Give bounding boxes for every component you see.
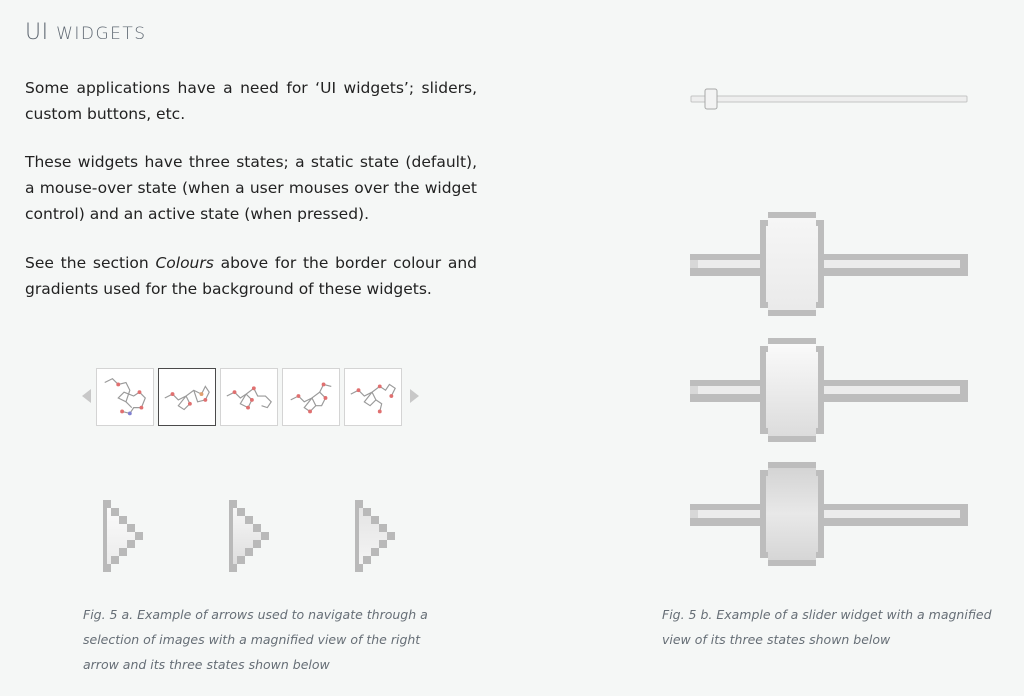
heading-main: UI [25, 20, 49, 45]
colours-paragraph [25, 250, 477, 302]
right-arrow-mouse-over-icon [229, 500, 273, 572]
right-arrow-active-icon [355, 500, 399, 572]
slider-widget[interactable] [690, 88, 968, 110]
carousel-thumbnail[interactable] [344, 368, 402, 426]
slider-track [691, 96, 967, 102]
carousel-thumbnail[interactable] [220, 368, 278, 426]
molecule-thumbnail-4 [283, 369, 339, 425]
carousel-prev-arrow-icon[interactable] [82, 389, 91, 403]
colours-paragraph-text-2: above for the border colour and gradients used for the background of these widgets. [25, 254, 477, 298]
section-heading [25, 20, 147, 45]
figure-5b-caption: Fig. 5 b. Example of a slider widget with a magnified view of its three states shown below [662, 607, 992, 647]
heading-small-caps: WIDGETS [56, 24, 147, 44]
carousel-thumbnail[interactable] [96, 368, 154, 426]
colours-link-text: Colours [155, 254, 214, 272]
carousel-thumbnail[interactable] [282, 368, 340, 426]
intro-paragraph: Some applications have a need for ‘UI widgets’; sliders, custom buttons, etc. [25, 79, 477, 123]
molecule-thumbnail-2 [159, 369, 215, 425]
molecule-thumbnail-5 [345, 369, 401, 425]
slider-mouse-over-magnified [690, 338, 968, 442]
colours-paragraph-text-1: See the section [25, 254, 156, 272]
figure-5a-caption: Fig. 5 a. Example of arrows used to navigate through a selection of images with a magnified view of the right arrow and its three states shown below [83, 607, 428, 672]
slider-thumb [705, 89, 717, 109]
carousel-next-arrow-icon[interactable] [410, 389, 419, 403]
slider-static-magnified [690, 212, 968, 316]
right-arrow-static-icon [103, 500, 147, 572]
carousel-thumbnail-selected[interactable] [158, 368, 216, 426]
molecule-thumbnail-3 [221, 369, 277, 425]
states-paragraph: These widgets have three states; a static state (default), a mouse-over state (when a user mouses over the widget control) and an active state (when pressed). [25, 153, 477, 223]
slider-active-magnified [690, 462, 968, 566]
molecule-thumbnail-1 [97, 369, 153, 425]
